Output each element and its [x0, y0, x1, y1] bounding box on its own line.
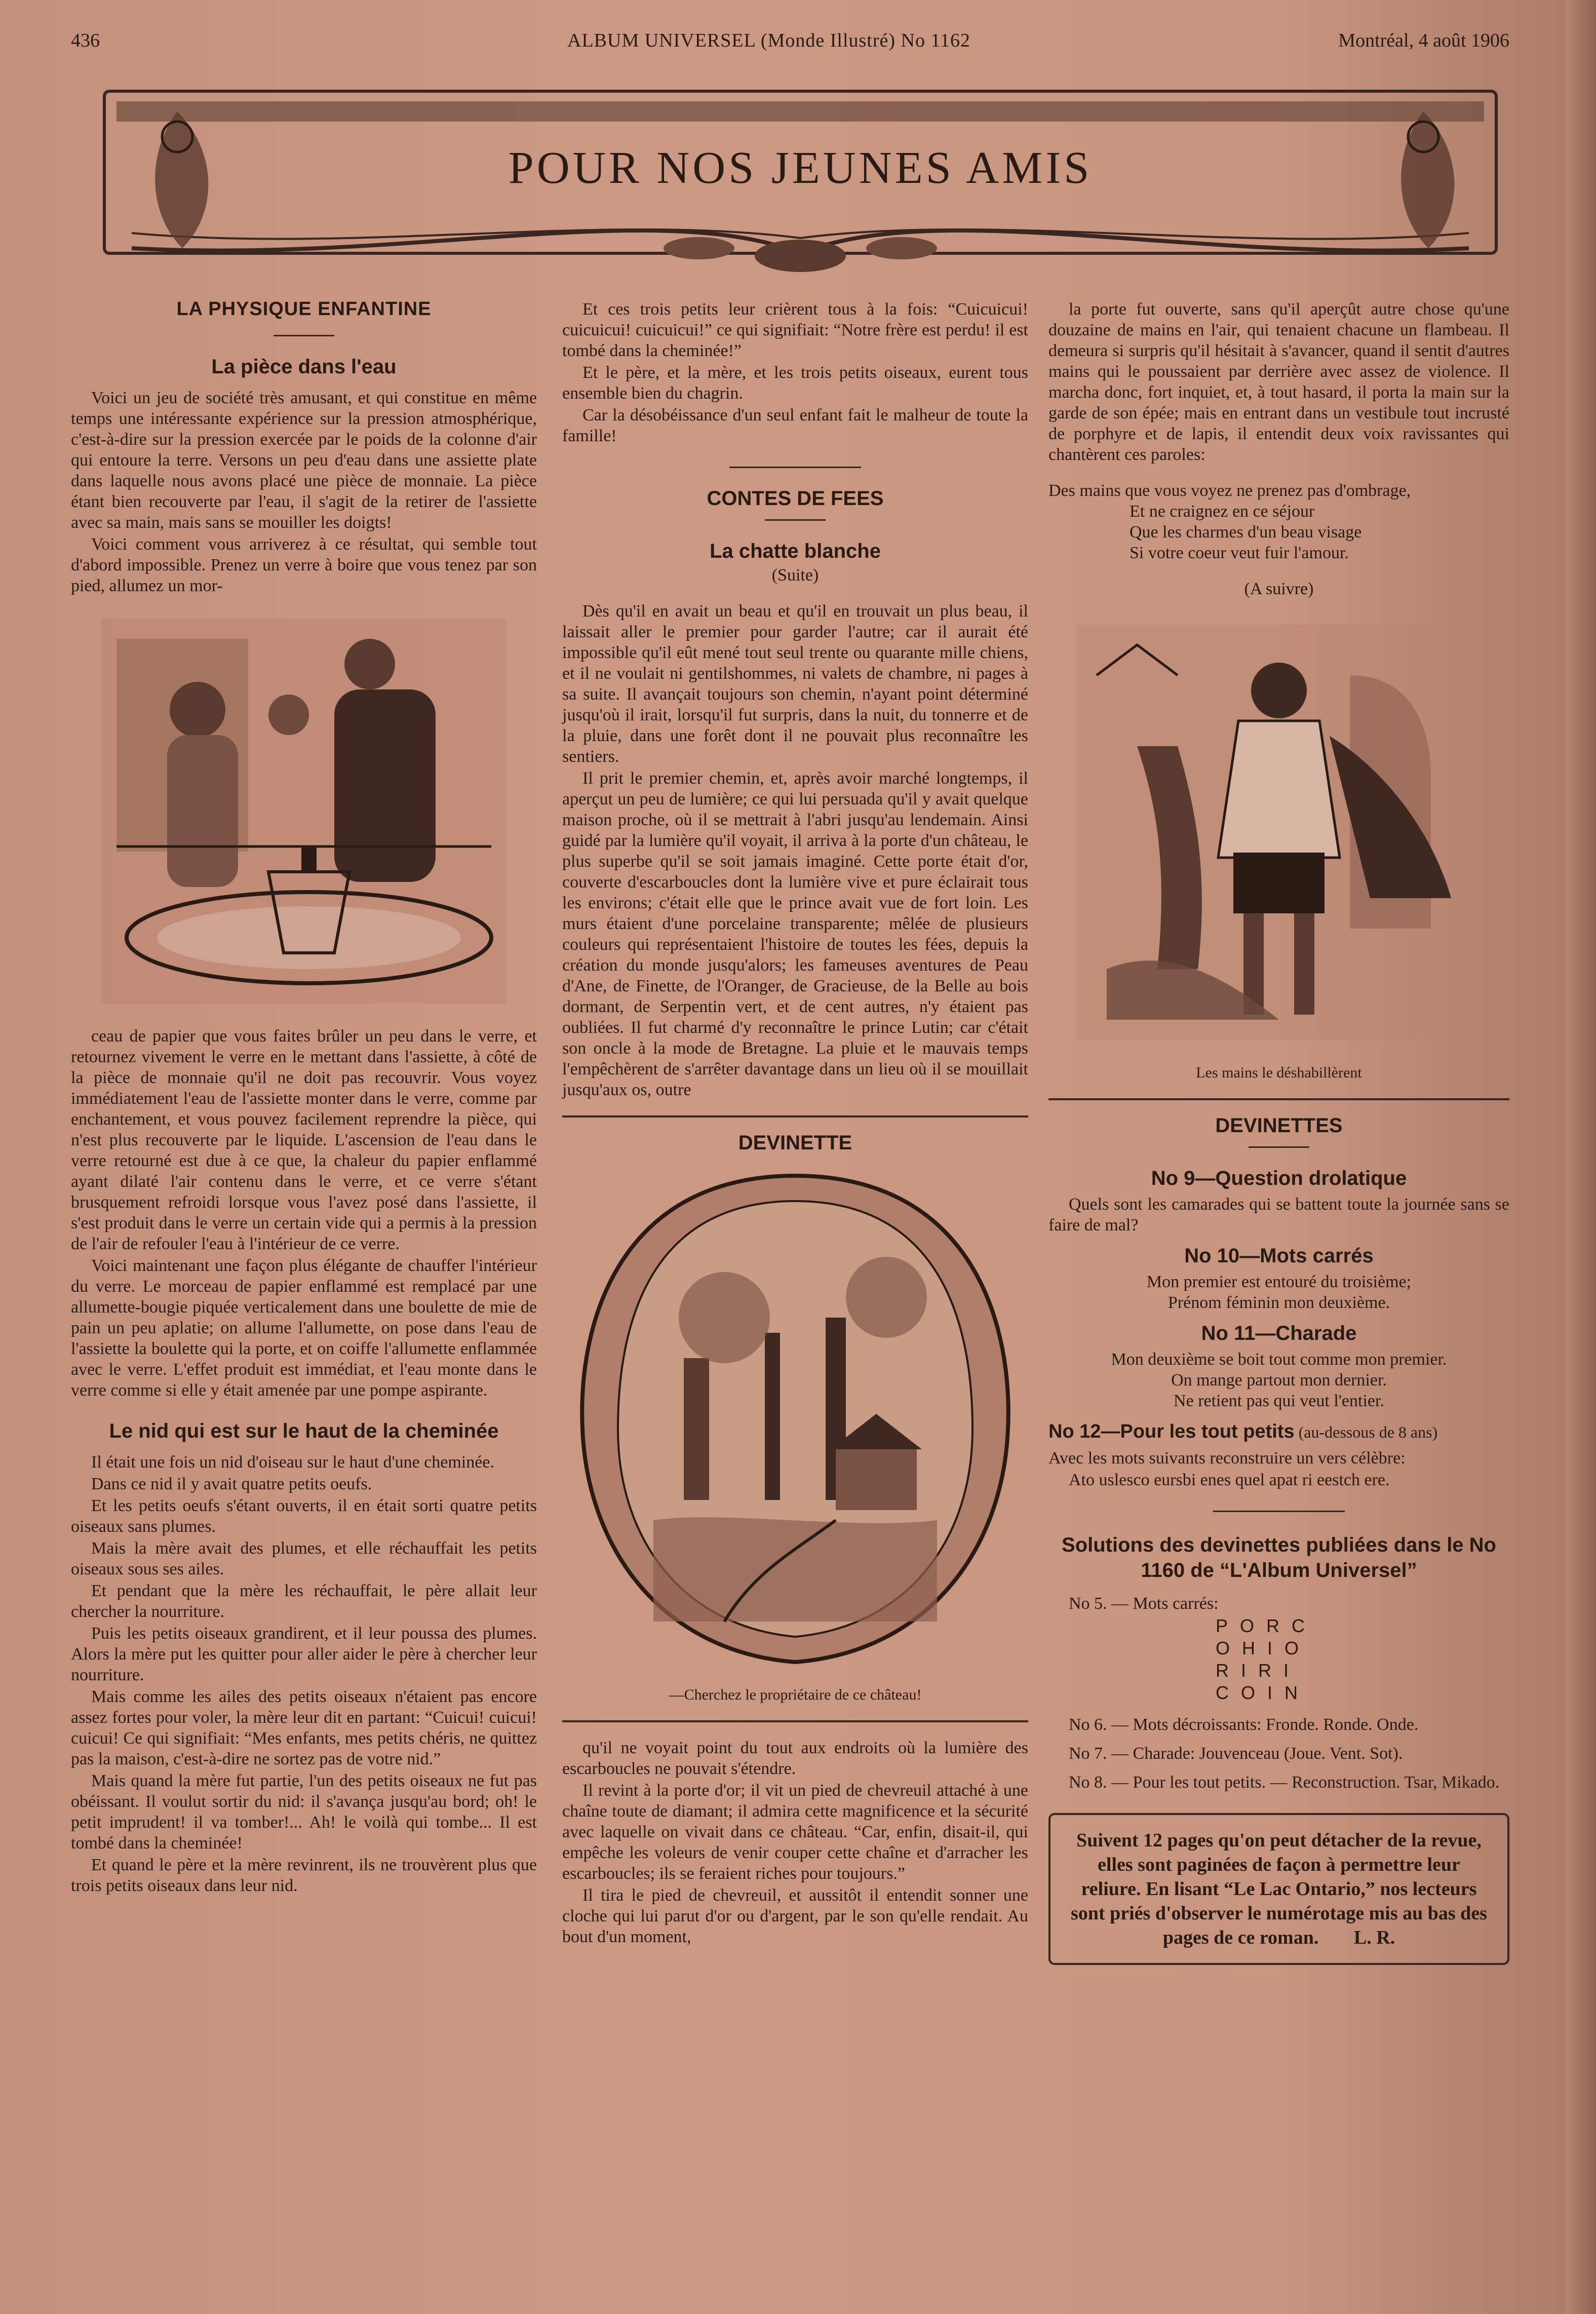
paragraph: No 8. — Pour les tout petits. — Reconstruction. Tsar, Mikado. — [1069, 1773, 1500, 1792]
paragraph: No 5. — Mots carrés: — [1069, 1594, 1219, 1613]
to-be-continued: (A suivre) — [1244, 580, 1314, 598]
puzzle-title: No 11—Charade — [1201, 1322, 1357, 1344]
notice-text: Suivent 12 pages qu'on peut détacher de la revue, elles sont paginées de façon à permettre leur reliure. En lisant “Le Lac Ontario,” nos lecteurs sont priés d'observer le numérotage mis au bas des pages de ce roman. — [1071, 1830, 1487, 1948]
verse-line: Si votre coeur veut fuir l'amour. — [1130, 544, 1349, 562]
paragraph: Et ces trois petits leur crièrent tous à la fois: “Cuicuicui! cuicuicui! cuicuicui!” ce qui signifiait: “Notre frère est perdu! il est tombé dans la cheminée!” — [562, 300, 1028, 360]
word-square-row: RIRI — [1216, 1660, 1301, 1681]
paragraph: Il revint à la porte d'or; il vit un pied de chevreuil attaché à une chaîne toute de diamant; il admira cette magnificence et la sécurité avec laquelle on vivait dans ce château. “Car, enfin, disait-il, qui empêche les voleurs de venir couper cette chaîne et d'arracher les escarboucles; ils se feraient riches pour toujours.” — [562, 1781, 1028, 1883]
paragraph: la porte fut ouverte, sans qu'il aperçût autre chose qu'une douzaine de mains en l'air, qui tenaient chacune un flambeau. Il demeura si surpris qu'il hésitait à s'avancer, quand il sentit d'autres mains qui le poussaient par derrière avec assez de violence. Il marcha donc, fort inquiet, et, à tout hasard, il porta la main sur la garde de son épée; mais en entrant dans un vestibule tout incrusté de porphyre et de lapis, il entendit deux voix ravissantes qui chantèrent ces paroles: — [1048, 300, 1509, 464]
paragraph: Mais comme les ailes des petits oiseaux n'étaient pas encore assez fortes pour voler, la mère leur dit en partant: “Cuicui! cuicui! cuicui! Ce qui signifiait: “Mes enfants, mes petits chéris, ne quittez pas la maison, c'est-à-dire ne sortez pas de votre nid.” — [71, 1687, 537, 1768]
article-subtitle: La pièce dans l'eau — [211, 356, 397, 378]
publication-title: ALBUM UNIVERSEL (Monde Illustré) No 1162 — [567, 30, 971, 51]
puzzle-title: No 12—Pour les tout petits — [1048, 1421, 1295, 1442]
paragraph: qu'il ne voyait point du tout aux endroits où la lumière des escarboucles ne pouvait s'étendre. — [562, 1739, 1028, 1778]
article-subtitle: Le nid qui est sur le haut de la cheminée — [109, 1420, 499, 1442]
section-banner — [101, 81, 1499, 284]
puzzle-line: On mange partout mon dernier. — [1171, 1371, 1387, 1390]
paragraph: Dès qu'il en avait un beau et qu'il en trouvait un plus beau, il laissait aller le premier pour garder l'autre; car il aurait été impossible qu'il eût mené tout seul trente ou quarante mille chiens, et il ne voulait ni gentilshommes, ni valets de chambre, ni pages à sa suite. Il avançait toujours son chemin, n'ayant point déterminé jusqu'où il irait, lorsqu'il fut surpris, dans la nuit, du tonnerre et de la pluie, dans une forêt dont il ne pouvait plus reconnaître les sentiers. — [562, 602, 1028, 766]
paragraph: Il tira le pied de chevreuil, et aussitôt il entendit sonner une cloche qui lui parut d'or ou d'argent, par le son qu'elle rendait. Au bout d'un moment, — [562, 1886, 1028, 1946]
paragraph: ceau de papier que vous faites brûler un peu dans le verre, et retournez vivement le verre en le mettant dans l'assiette, à côté de la pièce de monnaie qu'il ne doit pas recouvrir. Vous voyez immédiatement l'eau de l'assiette monter dans le verre, comme par enchantement, et vous pouvez facilement reprendre la pièce, qui n'est plus recouverte par le liquide. L'ascension de l'eau dans le verre retourné est due à ce que, la chaleur du papier enflammé ayant dilaté l'air contenu dans le verre, et ce verre s'étant brusquement refroidi lorsque vous l'avez posé dans l'assiette, il s'est produit dans le verre un certain vide qui a permis à la pression de l'air de refouler l'eau à l'intérieur de ce verre. — [71, 1027, 537, 1253]
divider — [765, 519, 826, 521]
paragraph: Voici comment vous arriverez à ce résultat, qui semble tout d'abord impossible. Prenez un verre à boire que vous tenez par son pied, allumez un mor- — [71, 535, 537, 595]
word-square-row: OHIO — [1216, 1638, 1311, 1659]
divider — [1249, 1146, 1309, 1148]
word-square-row: PORC — [1216, 1615, 1317, 1636]
divider — [1048, 1098, 1509, 1100]
puzzle-title: No 9—Question drolatique — [1151, 1167, 1407, 1189]
paragraph: Et pendant que la mère les réchauffait, le père allait leur chercher la nourriture. — [71, 1582, 537, 1621]
paragraph: Et quand le père et la mère revinrent, ils ne trouvèrent plus que trois petits oiseaux dans leur nid. — [71, 1856, 537, 1895]
paragraph: No 7. — Charade: Jouvenceau (Joue. Vent. Sot). — [1069, 1744, 1403, 1763]
paragraph: Quels sont les camarades qui se battent toute la journée sans se faire de mal? — [1048, 1195, 1509, 1235]
story-title: La chatte blanche — [710, 540, 881, 562]
paragraph: Dans ce nid il y avait quatre petits oeufs. — [91, 1475, 372, 1493]
divider — [1213, 1511, 1345, 1512]
paragraph: Et le père, et la mère, et les trois petits oiseaux, eurent tous ensemble bien du chagrin. — [562, 363, 1028, 403]
verse-line: Des mains que vous voyez ne prenez pas d'ombrage, — [1048, 481, 1411, 500]
illustration-caption: Les mains le déshabillèrent — [1196, 1064, 1362, 1081]
section-heading: DEVINETTE — [738, 1132, 852, 1154]
paragraph: Et les petits oeufs s'étant ouverts, il en était sorti quatre petits oiseaux sans plumes. — [71, 1496, 537, 1536]
word-square — [1048, 1615, 1509, 1704]
divider — [562, 1720, 1028, 1722]
castle-puzzle-engraving — [572, 1166, 1018, 1672]
experiment-engraving — [96, 608, 512, 1014]
paragraph: Car la désobéissance d'un seul enfant fait le malheur de toute la famille! — [562, 406, 1028, 445]
notice-signature: L. R. — [1353, 1927, 1395, 1948]
song-verse — [1048, 480, 1509, 563]
illustration-experiment — [96, 608, 512, 1014]
section-heading: DEVINETTES — [1215, 1114, 1343, 1137]
verse-line: Que les charmes d'un beau visage — [1130, 523, 1362, 542]
paragraph: No 6. — Mots décroissants: Fronde. Ronde. Onde. — [1069, 1715, 1419, 1734]
paragraph: Ato uslesco eursbi enes quel apat ri eestch ere. — [1069, 1471, 1390, 1489]
paragraph: Voici maintenant une façon plus élégante de chauffer l'intérieur du verre. Le morceau de papier enflammé est remplacé par une allumette-bougie piquée verticalement dans une boulette de mie de pain un peu aplatie; on allume l'allumette, on pose dans l'eau de l'assiette la boulette qui la porte, et on coiffe l'allumette enflammée avec le verre. L'effet produit est immédiat, et l'eau monte dans le verre comme si elle y était amenée par une pompe aspirante. — [71, 1256, 537, 1400]
paragraph: Il était une fois un nid d'oiseau sur le haut d'une cheminée. — [91, 1453, 494, 1472]
section-heading: CONTES DE FEES — [707, 487, 884, 510]
column-right — [1048, 299, 1509, 1965]
banner-title: POUR NOS JEUNES AMIS — [508, 143, 1093, 193]
divider — [274, 335, 334, 336]
prince-engraving — [1066, 614, 1492, 1050]
illustration-prince — [1066, 614, 1492, 1050]
puzzle-line: Mon premier est entouré du troisième; — [1146, 1272, 1412, 1291]
page-number: 436 — [71, 30, 100, 51]
section-heading: LA PHYSIQUE ENFANTINE — [176, 298, 432, 320]
divider — [562, 1115, 1028, 1117]
paragraph: Il prit le premier chemin, et, après avoir marché longtemps, il aperçut un peu de lumière; ce qui lui persuada qu'il y avait quelque maison proche, où il se mettrait à l'abri jusqu'au lendemain. Ainsi guidé par la lumière qu'il voyait, il arriva à la porte d'un château, le plus superbe qu'il se soit jamais imaginé. Cette porte était d'or, couverte d'escarboucles dont la lumière vive et pure éclairait tous les environs; c'était elle que le prince avait vue de fort loin. Les murs étaient d'une porcelaine transparente; mêlée de plusieurs couleurs qui représentaient l'histoire de toutes les fées, depuis la création du monde jusqu'alors; les fameuses aventures de Peau d'Ane, de Finette, de l'Oranger, de Gracieuse, de la Belle au bois dormant, de Serpentin vert, et de cent autres, n'y étaient pas oubliées. Il fut charmé d'y reconnaître le prince Lutin; car c'était son oncle à la mode de Bretagne. La pluie et le mauvais temps l'empêchèrent de s'arrêter davantage dans un lieu où il se mouillait jusqu'aux os, outre — [562, 769, 1028, 1099]
paragraph: Mais la mère avait des plumes, et elle réchauffait les petits oiseaux sous ses ailes. — [71, 1539, 537, 1578]
paragraph: Avec les mots suivants reconstruire un vers célèbre: — [1048, 1449, 1406, 1468]
column-left — [71, 299, 537, 1897]
illustration-castle — [572, 1166, 1018, 1672]
story-suite: (Suite) — [771, 566, 819, 585]
puzzle-age-note: (au-dessous de 8 ans) — [1294, 1423, 1438, 1441]
paragraph: Mais quand la mère fut partie, l'un des petits oiseaux ne fut pas obéissant. Il voulut sortir du nid: il s'avança jusqu'au bord; oh! le petit imprudent! il va tomber!... Ah! le voilà qui tombe... Il est tombé dans la cheminée! — [71, 1771, 537, 1853]
puzzle-title-row — [1048, 1421, 1509, 1443]
page-edge-shadow — [1566, 0, 1596, 2314]
running-header — [71, 29, 1509, 60]
puzzle-line: Mon deuxième se boit tout comme mon premier. — [1111, 1350, 1447, 1369]
paragraph: Puis les petits oiseaux grandirent, et il leur poussa des plumes. Alors la mère put les quitter pour aller aider le père à chercher leur nourriture. — [71, 1624, 537, 1684]
illustration-caption: —Cherchez le propriétaire de ce château! — [669, 1686, 922, 1703]
divider — [729, 467, 861, 468]
puzzle-title: No 10—Mots carrés — [1184, 1245, 1374, 1267]
word-square-row: COIN — [1216, 1682, 1310, 1703]
issue-date: Montréal, 4 août 1906 — [1338, 30, 1509, 51]
solutions-heading: Solutions des devinettes publiées dans le No 1160 de “L'Album Universel” — [1062, 1534, 1496, 1582]
puzzle-line: Prénom féminin mon deuxième. — [1167, 1293, 1390, 1312]
column-middle — [562, 299, 1028, 1948]
verse-line: Et ne craignez en ce séjour — [1130, 502, 1315, 521]
paragraph: Voici un jeu de société très amusant, et qui constitue en même temps une intéressante expérience sur la pression atmosphérique, c'est-à-dire sur la pression exercée par le poids de la colonne d'air qui entoure la terre. Versons un peu d'eau dans une assiette plate dans laquelle nous avons placé une pièce de monnaie. La pièce étant bien recouverte par l'eau, il s'agit de la retirer de l'assiette avec sa main, mais sans se mouiller les doigts! — [71, 389, 537, 532]
notice-box — [1048, 1813, 1509, 1965]
puzzle-line: Ne retient pas qui veut l'entier. — [1174, 1392, 1384, 1410]
